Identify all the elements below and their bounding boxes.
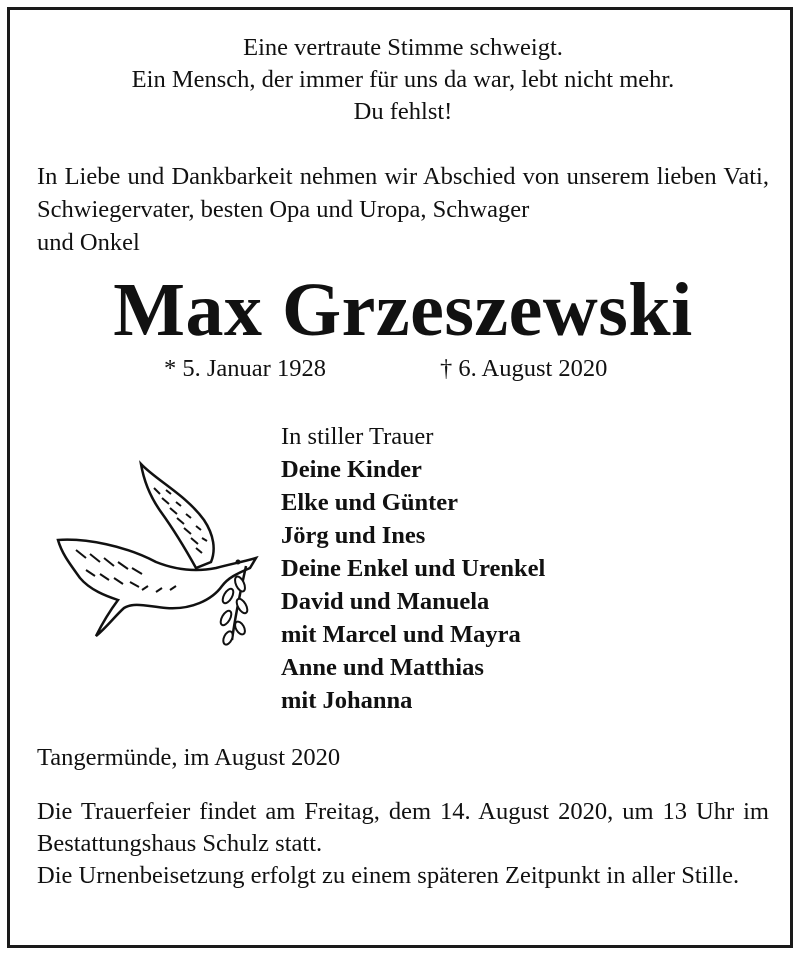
deceased-name: Max Grzeszewski (113, 268, 693, 352)
mourner-name: David und Manuela (281, 588, 490, 615)
mourner-name: mit Marcel und Mayra (281, 621, 521, 648)
mourner-name: Anne und Matthias (281, 654, 484, 681)
intro-text (37, 160, 769, 259)
mourner-name: Jörg und Ines (281, 522, 426, 549)
dove-with-olive-branch-icon (46, 450, 266, 650)
mourner-name: Deine Kinder (281, 456, 422, 483)
mourners-lead: In stiller Trauer (281, 423, 434, 450)
motto-line-2: Ein Mensch, der immer für uns da war, lebt nicht mehr. (131, 66, 675, 93)
funeral-notice (37, 796, 769, 892)
mourner-name: Elke und Günter (281, 489, 458, 516)
urn-burial-text: Die Urnenbeisetzung erfolgt zu einem späteren Zeitpunkt in aller Stille. (37, 862, 740, 889)
intro-last-line: und Onkel (37, 229, 140, 256)
motto-line-1: Eine vertraute Stimme schweigt. (243, 34, 563, 61)
motto-line-3: Du fehlst! (353, 98, 453, 125)
motto (10, 32, 796, 128)
birth-date: * 5. Januar 1928 (164, 355, 326, 382)
mourner-name: Deine Enkel und Urenkel (281, 555, 546, 582)
intro-main: In Liebe und Dankbarkeit nehmen wir Abschied von unserem lieben Vati, Schwiegervater, besten Opa und Uropa, Schwager (37, 163, 769, 223)
funeral-service-text: Die Trauerfeier findet am Freitag, dem 14. August 2020, um 13 Uhr im Bestattungshaus Schulz statt. (37, 798, 769, 857)
mourner-name: mit Johanna (281, 687, 413, 714)
obituary-frame (7, 7, 793, 948)
place-and-date: Tangermünde, im August 2020 (37, 744, 341, 771)
death-date: † 6. August 2020 (440, 355, 608, 382)
mourners-list (281, 420, 545, 717)
